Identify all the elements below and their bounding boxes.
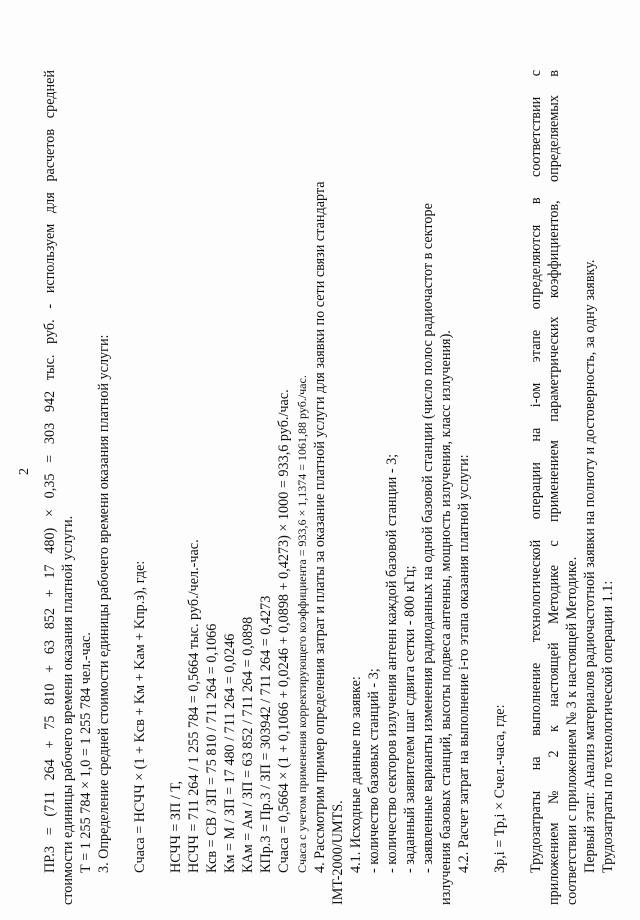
text-line: 4.1. Исходные данные по заявке: (348, 676, 364, 873)
text-line: Cчаса = 0,5664 × (1 + 0,1066 + 0,0246 + 0,0898 + 0,4273) × 1000 = 933,6 руб./час. (276, 389, 292, 873)
text-line: КПр.3 = Пр.3 / ЗП = 303942 / 711 264 = 0,4273 (258, 595, 274, 873)
text-line: 3. Определение средней стоимости единицы рабочего времени оказания платной услуги: (96, 334, 112, 873)
text-line: стоимости единицы рабочего времени оказания платной услуги. (60, 515, 76, 905)
text-line: - заявленные варианты изменения радиоданных на одной базовой станции (число полос радиочастот в секторе (420, 203, 436, 873)
rotated-text-block (8, 45, 640, 905)
text-line: - количество базовых станций - 3; (366, 668, 382, 873)
text-line: Cчаса с учетом применения корректирующего коэффициента = 933,6 × 1,1374 = 1061,88 руб./час. (295, 375, 309, 873)
text-line: соответствии с приложением № 3 к настоящей Методике. (564, 556, 580, 905)
page-number: 2 (17, 468, 32, 475)
text-line: 4.2. Расчет затрат на выполнение i-го этапа оказания платной услуги: (456, 454, 472, 873)
text-line: Трудозатраты на выполнение технологической операции на i-ом этапе определяются в соответствии с (528, 70, 544, 873)
text-line: Ксв = СВ / ЗП = 75 810 / 711 264 = 0,1066 (204, 623, 220, 873)
formula-line: Cчаса = НСЧЧ × (1 + Kсв + Kм + Kам + Kпр.з), где: (132, 560, 148, 873)
text-line: Трудозатраты по технологической операции 1.1: (600, 580, 616, 873)
formula-line: Зр,i = Тр,i × Счел.-часа, где: (492, 704, 508, 873)
text-line: НСЧЧ = ЗП / Т, (168, 780, 184, 873)
text-line: Т = 1 255 784 × 1,0 = 1 255 784 чел.-час. (78, 632, 94, 873)
text-line: ПР.3 = (711 264 + 75 810 + 63 852 + 17 480) × 0,35 = 303 942 тыс. руб. - используем для расчетов средней (42, 70, 58, 873)
text-line: Первый этап: Анализ материалов радиочастотной заявки на полноту и достоверность, за одну заявку. (582, 259, 598, 873)
text-line: - количество секторов излучения антенн каждой базовой станции - 3; (384, 453, 400, 873)
text-line: излучения базовых станций, высоты подвеса антенны, мощность излучения, класс излучения). (438, 330, 454, 905)
text-line: - заданный заявителем шаг сдвига сетки - 800 кГц; (402, 565, 418, 873)
text-line: IMT-2000/UMTS. (330, 800, 346, 905)
text-line: НСЧЧ = 711 264 / 1 255 784 = 0,5664 тыс. руб./чел.-час. (186, 539, 202, 873)
text-line: приложением № 2 к настоящей Методике с применением параметрических коэффициентов, определяемых в (546, 70, 562, 905)
text-line: 4. Рассмотрим пример определения затрат и платы за оказание платной услуги для заявки по сети связи стандарта (312, 181, 328, 873)
text-line: КАм = Ам / ЗП = 63 852 / 711 264 = 0,0898 (240, 616, 256, 873)
text-line: Км = М / ЗП = 17 480 / 711 264 = 0,0246 (222, 633, 238, 873)
